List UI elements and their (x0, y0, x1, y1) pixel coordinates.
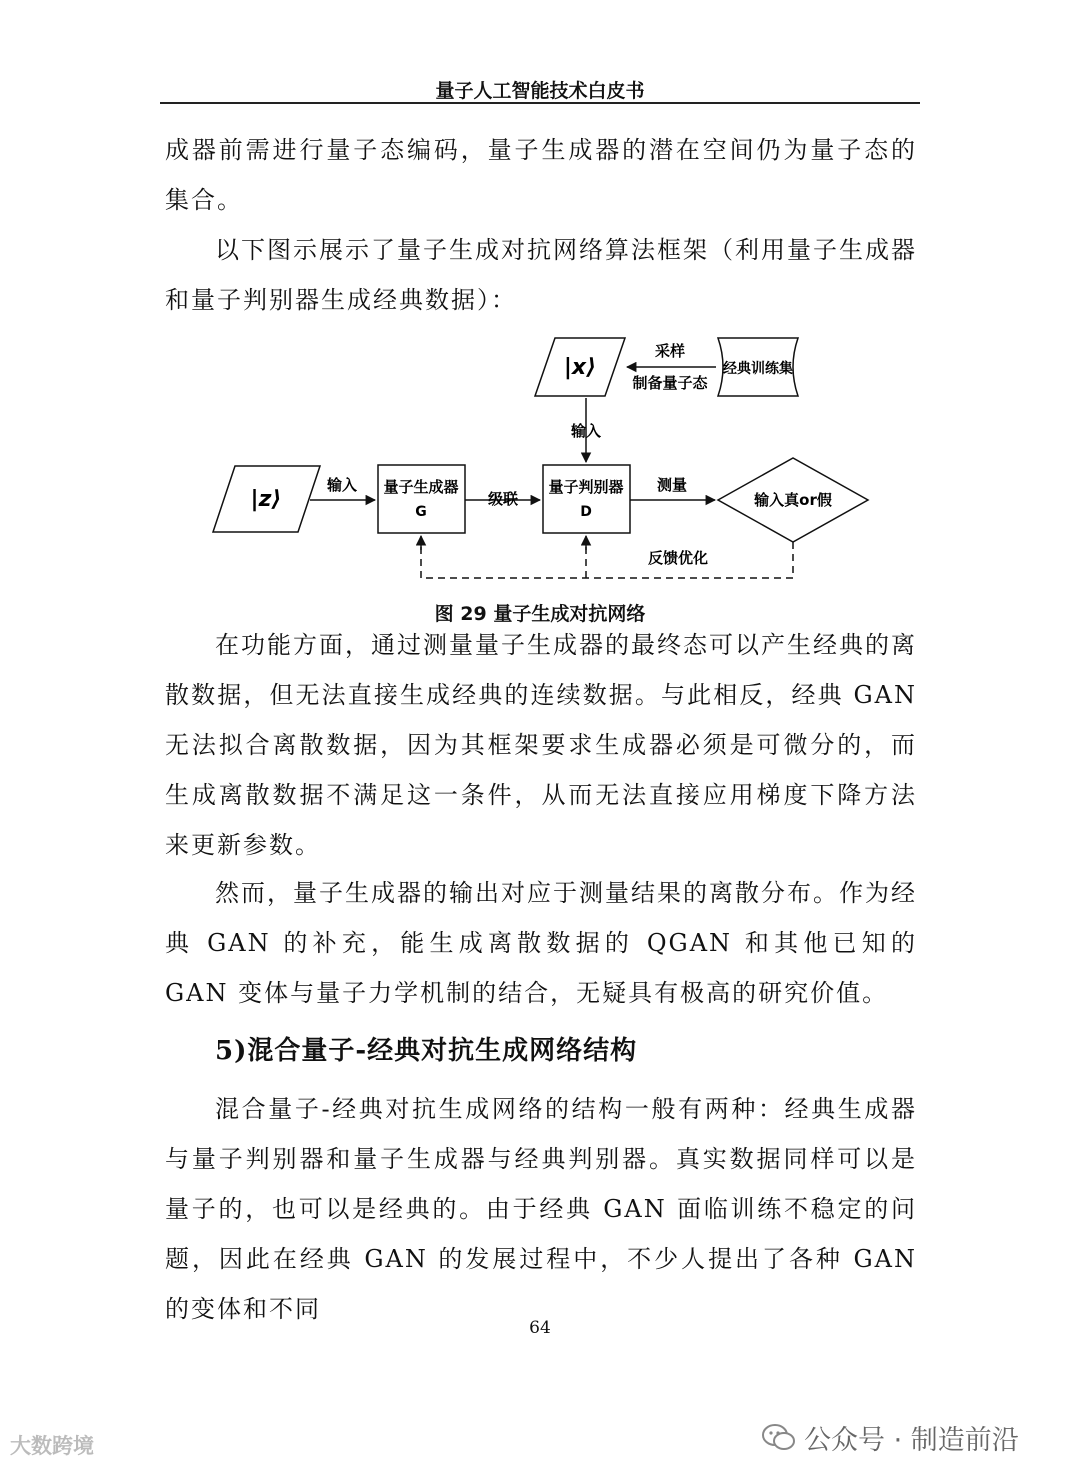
watermark-left: 大数跨境 (10, 1434, 94, 1458)
wechat-icon (762, 1423, 796, 1453)
paragraph-3: 在功能方面，通过测量量子生成器的最终态可以产生经典的离散数据，但无法直接生成经典的连续数据。与此相反，经典 GAN 无法拟合离散数据，因为其框架要求生成器必须是可微分的，而生成离散数据不满足这一条件，从而无法直接应用梯度下降方法来更新参数。 (165, 631, 917, 859)
watermark-account (762, 1418, 1019, 1457)
sampling-label: 采样 (654, 342, 686, 360)
page-header: 量子人工智能技术白皮书 (435, 80, 645, 102)
paragraph-1: 成器前需进行量子态编码，量子生成器的潜在空间仍为量子态的集合。 (165, 136, 917, 214)
cascade-label: 级联 (487, 490, 519, 508)
paragraph-2: 以下图示展示了量子生成对抗网络算法框架（利用量子生成器和量子判别器生成经典数据）： (165, 236, 917, 314)
decision-label: 输入真or假 (754, 491, 832, 509)
discriminator-symbol: D (580, 504, 592, 520)
header-rule (160, 102, 920, 104)
input-left-label: 输入 (326, 476, 358, 494)
paragraph-4: 然而，量子生成器的输出对应于测量结果的离散分布。作为经典 GAN 的补充，能生成离散数据的 QGAN 和其他已知的 GAN 变体与量子力学机制的结合，无疑具有极高的研究价值。 (165, 879, 917, 1007)
qgan-diagram (200, 328, 880, 590)
ket-x-label: |x⟩ (563, 355, 597, 380)
page-number: 64 (529, 1318, 551, 1338)
ket-z-label: |z⟩ (250, 487, 282, 512)
feedback-loop (421, 538, 793, 578)
generator-label: 量子生成器 (383, 478, 459, 496)
discriminator-box (543, 465, 630, 533)
training-set-label: 经典训练集 (723, 361, 793, 377)
feedback-label: 反馈优化 (647, 549, 709, 567)
paragraph-5: 混合量子-经典对抗生成网络的结构一般有两种：经典生成器与量子判别器和量子生成器与经典判别器。真实数据同样可以是量子的，也可以是经典的。由于经典 GAN 面临训练不稳定的问题，因此在经典 GAN 的发展过程中，不少人提出了各种 GAN 的变体和不同 (165, 1095, 917, 1323)
generator-box (378, 465, 465, 533)
section-title: 5)混合量子-经典对抗生成网络结构 (215, 1036, 638, 1066)
figure-caption: 图 29 量子生成对抗网络 (434, 603, 646, 625)
input-top-label: 输入 (570, 422, 602, 440)
measure-label: 测量 (656, 476, 688, 494)
discriminator-label: 量子判别器 (548, 478, 624, 496)
watermark-account-text: 公众号 · 制造前沿 (804, 1425, 1019, 1456)
generator-symbol: G (415, 504, 427, 520)
prepare-state-label: 制备量子态 (632, 374, 708, 392)
